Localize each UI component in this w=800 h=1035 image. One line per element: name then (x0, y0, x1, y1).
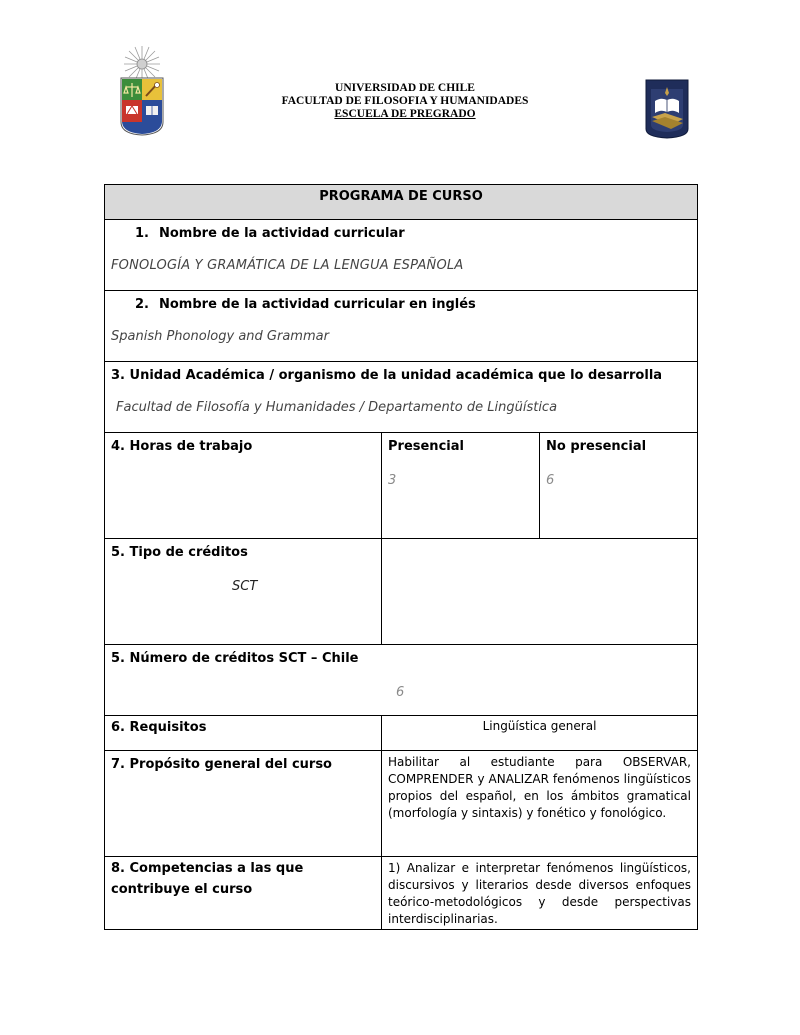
no-presencial-label: No presencial (546, 439, 647, 454)
section-hours (105, 433, 382, 539)
section-competencies (105, 857, 382, 930)
credit-type-value: SCT (232, 579, 258, 594)
course-name-value: FONOLOGÍA Y GRAMÁTICA DE LA LENGUA ESPAÑOLA (111, 258, 464, 273)
requirements-value: Lingüística general (382, 716, 698, 751)
section-purpose (105, 751, 382, 857)
university-name: UNIVERSIDAD DE CHILE (335, 82, 475, 94)
section-unit-heading: 3. Unidad Académica / organismo de la unidad académica que lo desarrolla (111, 368, 663, 383)
credit-type-empty (382, 539, 698, 645)
section-competencies-heading: 8. Competencias a las que contribuye el curso (111, 861, 304, 897)
section-requirements (105, 716, 382, 751)
presencial-value: 3 (388, 473, 397, 488)
school-name: ESCUELA DE PREGRADO (334, 108, 476, 120)
section-name-heading (105, 220, 697, 242)
section-unit (105, 362, 698, 433)
credit-number-value: 6 (396, 685, 405, 700)
unit-value: Facultad de Filosofía y Humanidades / Departamento de Lingüística (116, 400, 558, 415)
section-credit-type (105, 539, 382, 645)
section-credit-type-heading: 5. Tipo de créditos (111, 545, 248, 560)
section-credit-number-heading: 5. Número de créditos SCT – Chile (111, 651, 359, 666)
section-number: 2. (135, 297, 149, 312)
presencial-label: Presencial (388, 439, 464, 454)
hours-presencial (382, 433, 540, 539)
program-table (104, 184, 698, 930)
section-credit-number (105, 645, 698, 716)
section-label: Nombre de la actividad curricular en inglés (159, 297, 476, 312)
institution-header (200, 82, 610, 121)
course-name-en-value: Spanish Phonology and Grammar (111, 329, 329, 344)
section-purpose-heading: 7. Propósito general del curso (111, 757, 332, 772)
section-name-en-heading (105, 291, 697, 313)
faculty-book-crest-icon (645, 79, 689, 139)
hours-no-presencial (540, 433, 698, 539)
competencies-value: 1) Analizar e interpretar fenómenos lingüísticos, discursivos y literarios desde diversos enfoques teórico-metodológicos y desde perspectivas interdisciplinarias. (382, 857, 698, 930)
no-presencial-value: 6 (546, 473, 555, 488)
section-requirements-heading: 6. Requisitos (111, 720, 207, 735)
purpose-value: Habilitar al estudiante para OBSERVAR, COMPRENDER y ANALIZAR fenómenos lingüísticos propios del español, en los ámbitos gramatical (morfología y sintaxis) y fonético y fonológico. (382, 751, 698, 857)
section-hours-heading: 4. Horas de trabajo (111, 439, 253, 454)
section-label: Nombre de la actividad curricular (159, 226, 405, 241)
university-of-chile-crest-icon (117, 44, 167, 136)
section-number: 1. (135, 226, 149, 241)
section-name (105, 220, 698, 291)
faculty-name: FACULTAD DE FILOSOFIA Y HUMANIDADES (281, 95, 529, 107)
program-title: PROGRAMA DE CURSO (105, 185, 698, 220)
section-name-en (105, 291, 698, 362)
